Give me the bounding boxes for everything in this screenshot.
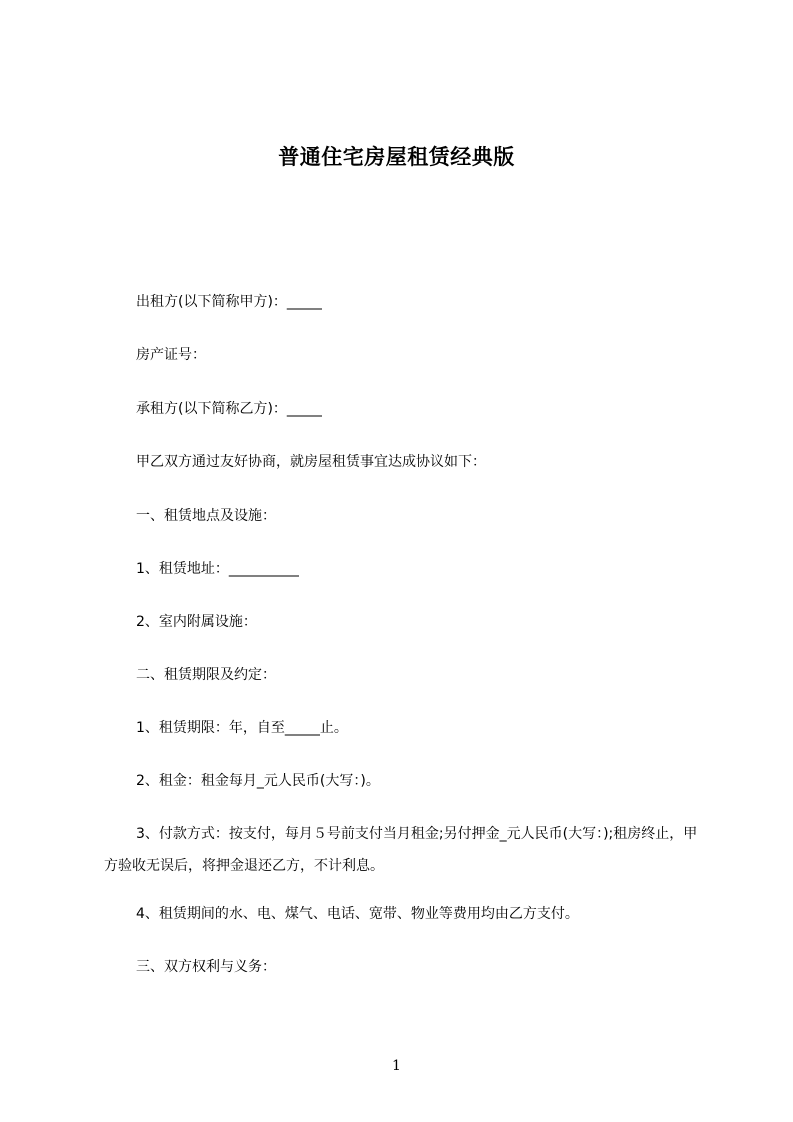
paragraph-utilities: 4、租赁期间的水、电、煤气、电话、宽带、物业等费用均由乙方支付。 [136,906,579,922]
paragraph-payment-method: 3、付款方式：按支付，每月５号前支付当月租金;另付押金_元人民币(大写：);租房终止，甲方验收无误后，将押金退还乙方，不计利息。 [104,826,698,874]
paragraph-agreement-intro: 甲乙双方通过友好协商，就房屋租赁事宜达成协议如下： [136,454,486,470]
section-heading-rights: 三、双方权利与义务： [136,959,276,975]
paragraph-lessor: 出租方(以下简称甲方)：_____ [136,294,322,310]
paragraph-facilities: 2、室内附属设施： [136,614,257,630]
page-number: 1 [392,1058,401,1074]
section-heading-location: 一、租赁地点及设施： [136,508,276,524]
paragraph-property-certificate: 房产证号： [136,347,206,363]
paragraph-lessee: 承租方(以下简称乙方)：_____ [136,401,322,417]
section-heading-term: 二、租赁期限及约定： [136,667,276,683]
paragraph-address: 1、租赁地址：__________ [136,561,299,577]
paragraph-rent: 2、租金：租金每月_元人民币(大写：)。 [136,773,380,789]
paragraph-lease-term: 1、租赁期限：年，自至_____止。 [136,720,348,736]
document-title: 普通住宅房屋租赁经典版 [278,145,515,169]
